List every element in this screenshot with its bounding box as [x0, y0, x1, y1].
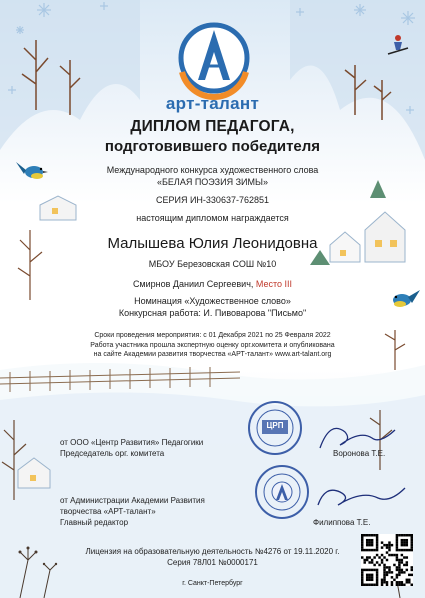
- qr-module: [371, 544, 373, 546]
- qr-module: [396, 541, 398, 543]
- qr-module: [398, 534, 400, 536]
- qr-module: [408, 534, 410, 536]
- qr-module: [366, 579, 368, 581]
- school-name: МБОУ Березовская СОШ №10: [148, 259, 277, 269]
- qr-module: [398, 571, 400, 573]
- qr-module: [373, 584, 375, 586]
- qr-module: [396, 539, 398, 541]
- qr-module: [411, 541, 413, 543]
- stamp-1-text: ЦРП: [266, 421, 284, 430]
- qr-module: [406, 561, 408, 563]
- qr-module: [401, 561, 403, 563]
- logo-emblem: [179, 23, 249, 97]
- qr-module: [411, 544, 413, 546]
- qr-module: [366, 534, 368, 536]
- qr-module: [401, 544, 403, 546]
- qr-module: [361, 556, 363, 558]
- sig2-role: Главный редактор: [60, 518, 129, 527]
- qr-module: [371, 579, 373, 581]
- qr-module: [403, 549, 405, 551]
- qr-module: [373, 569, 375, 571]
- qr-module: [361, 549, 363, 551]
- qr-module: [391, 571, 393, 573]
- qr-module: [376, 574, 378, 576]
- qr-module: [363, 559, 365, 561]
- qr-module: [371, 549, 373, 551]
- diploma-subtitle: подготовившего победителя: [104, 138, 321, 155]
- qr-module: [388, 546, 390, 548]
- qr-module: [383, 569, 385, 571]
- qr-module: [376, 536, 378, 538]
- qr-module: [371, 539, 373, 541]
- qr-module: [371, 584, 373, 586]
- awarded-text: настоящим дипломом награждается: [136, 213, 289, 223]
- qr-module: [363, 549, 365, 551]
- qr-module: [361, 539, 363, 541]
- qr-module: [401, 571, 403, 573]
- logo-brand-text: арт-талант: [165, 94, 260, 113]
- qr-module: [391, 554, 393, 556]
- qr-module: [401, 541, 403, 543]
- qr-module: [406, 534, 408, 536]
- qr-module: [398, 564, 400, 566]
- qr-module: [371, 574, 373, 576]
- recipient-name: Малышева Юлия Леонидовна: [107, 235, 318, 252]
- qr-module: [381, 579, 383, 581]
- qr-module: [406, 569, 408, 571]
- qr-module: [371, 569, 373, 571]
- qr-module: [376, 571, 378, 573]
- qr-module: [393, 564, 395, 566]
- qr-module: [398, 561, 400, 563]
- qr-module: [406, 564, 408, 566]
- qr-module: [403, 539, 405, 541]
- qr-module: [368, 549, 370, 551]
- qr-module: [388, 544, 390, 546]
- qr-module: [401, 554, 403, 556]
- qr-module: [361, 584, 363, 586]
- qr-module: [383, 564, 385, 566]
- qr-module: [376, 541, 378, 543]
- qr-module: [411, 536, 413, 538]
- qr-module: [383, 576, 385, 578]
- qr-module: [396, 584, 398, 586]
- qr-module: [376, 581, 378, 583]
- review-line-1: Работа участника прошла экспертную оценку орг.комитета и опубликована: [90, 342, 335, 349]
- qr-module: [398, 549, 400, 551]
- qr-module: [366, 574, 368, 576]
- qr-module: [406, 556, 408, 558]
- qr-code-graphic: [361, 534, 413, 586]
- qr-module: [401, 549, 403, 551]
- qr-module: [368, 569, 370, 571]
- sig2-org-2: творчества «АРТ-талант»: [60, 507, 156, 516]
- qr-module: [361, 579, 363, 581]
- qr-module: [371, 561, 373, 563]
- qr-module: [361, 571, 363, 573]
- qr-module: [396, 536, 398, 538]
- qr-module: [403, 541, 405, 543]
- qr-module: [361, 541, 363, 543]
- qr-module: [391, 544, 393, 546]
- qr-module: [378, 556, 380, 558]
- qr-module: [368, 584, 370, 586]
- qr-module: [388, 549, 390, 551]
- qr-module: [398, 581, 400, 583]
- qr-module: [396, 574, 398, 576]
- qr-module: [361, 574, 363, 576]
- qr-module: [371, 534, 373, 536]
- qr-module: [386, 559, 388, 561]
- qr-module: [363, 569, 365, 571]
- qr-module: [368, 561, 370, 563]
- qr-module: [376, 576, 378, 578]
- qr-module: [398, 569, 400, 571]
- qr-module: [376, 569, 378, 571]
- qr-module: [361, 534, 363, 536]
- qr-module: [378, 564, 380, 566]
- qr-module: [391, 581, 393, 583]
- qr-module: [371, 559, 373, 561]
- qr-module: [403, 544, 405, 546]
- qr-module: [406, 579, 408, 581]
- qr-module: [411, 584, 413, 586]
- nomination: Номинация «Художественное слово»: [134, 296, 291, 306]
- city: г. Санкт-Петербург: [182, 580, 243, 587]
- qr-module: [396, 581, 398, 583]
- qr-module: [386, 581, 388, 583]
- qr-module: [406, 581, 408, 583]
- qr-module: [396, 569, 398, 571]
- qr-module: [383, 566, 385, 568]
- contest-line-1: Международного конкурса художественного слова: [106, 165, 319, 175]
- qr-module: [376, 561, 378, 563]
- qr-module: [408, 579, 410, 581]
- qr-module: [376, 584, 378, 586]
- qr-module: [368, 576, 370, 578]
- qr-module: [366, 556, 368, 558]
- qr-module: [383, 571, 385, 573]
- qr-module: [361, 544, 363, 546]
- qr-module: [371, 576, 373, 578]
- qr-module: [411, 546, 413, 548]
- qr-module: [383, 581, 385, 583]
- qr-module: [363, 584, 365, 586]
- qr-module: [398, 566, 400, 568]
- license-line-2: Серия 78Л01 №0000171: [167, 558, 258, 567]
- qr-module: [396, 566, 398, 568]
- qr-module: [363, 534, 365, 536]
- qr-module: [388, 554, 390, 556]
- qr-module: [381, 581, 383, 583]
- qr-module: [386, 551, 388, 553]
- student-line: [0, 279, 425, 289]
- qr-module: [366, 584, 368, 586]
- qr-module: [361, 536, 363, 538]
- qr-module: [393, 554, 395, 556]
- qr-module: [386, 574, 388, 576]
- qr-module: [388, 566, 390, 568]
- qr-module: [376, 534, 378, 536]
- qr-module: [386, 546, 388, 548]
- qr-module: [376, 549, 378, 551]
- qr-module: [411, 549, 413, 551]
- qr-module: [368, 556, 370, 558]
- qr-module: [396, 556, 398, 558]
- qr-module: [376, 544, 378, 546]
- qr-module: [411, 574, 413, 576]
- qr-module: [408, 549, 410, 551]
- qr-module: [361, 546, 363, 548]
- series-number: СЕРИЯ ИН-330637-762851: [155, 195, 269, 205]
- qr-module: [368, 534, 370, 536]
- qr-module: [401, 569, 403, 571]
- qr-module: [366, 569, 368, 571]
- qr-module: [411, 534, 413, 536]
- qr-module: [393, 579, 395, 581]
- qr-module: [406, 541, 408, 543]
- qr-module: [388, 571, 390, 573]
- sig2-org: от Администрации Академии Развития: [60, 496, 205, 505]
- qr-module: [383, 574, 385, 576]
- qr-module: [361, 569, 363, 571]
- qr-module: [383, 556, 385, 558]
- qr-module: [403, 571, 405, 573]
- qr-module: [381, 541, 383, 543]
- qr-module: [376, 546, 378, 548]
- qr-module: [403, 556, 405, 558]
- qr-module: [383, 579, 385, 581]
- qr-module: [366, 544, 368, 546]
- qr-module: [366, 549, 368, 551]
- qr-module: [403, 534, 405, 536]
- qr-module: [401, 581, 403, 583]
- qr-module: [368, 541, 370, 543]
- sig1-role: Председатель орг. комитета: [60, 449, 165, 458]
- qr-module: [368, 579, 370, 581]
- qr-module: [363, 561, 365, 563]
- qr-module: [386, 544, 388, 546]
- qr-module: [373, 534, 375, 536]
- qr-module: [368, 544, 370, 546]
- qr-module: [396, 546, 398, 548]
- stamp-art-talant: [256, 466, 308, 518]
- event-dates: Сроки проведения мероприятия: с 01 Декабря 2021 по 25 Февраля 2022: [94, 332, 331, 339]
- qr-module: [406, 539, 408, 541]
- qr-module: [411, 539, 413, 541]
- qr-module: [366, 576, 368, 578]
- qr-module: [386, 571, 388, 573]
- qr-module: [381, 546, 383, 548]
- qr-module: [381, 584, 383, 586]
- qr-module: [391, 584, 393, 586]
- qr-module: [388, 569, 390, 571]
- qr-module: [371, 541, 373, 543]
- qr-module: [401, 559, 403, 561]
- qr-module: [388, 541, 390, 543]
- qr-module: [361, 576, 363, 578]
- diploma-title: ДИПЛОМ ПЕДАГОГА,: [130, 118, 295, 135]
- qr-module: [373, 556, 375, 558]
- qr-module: [368, 539, 370, 541]
- license-line-1: Лицензия на образовательную деятельность №4276 от 19.11.2020 г.: [85, 547, 340, 556]
- qr-module: [381, 561, 383, 563]
- contest-line-2: «БЕЛАЯ ПОЭЗИЯ ЗИМЫ»: [157, 177, 268, 187]
- qr-module: [366, 539, 368, 541]
- qr-module: [373, 549, 375, 551]
- qr-module: [411, 566, 413, 568]
- qr-module: [376, 554, 378, 556]
- qr-module: [401, 584, 403, 586]
- qr-module: [386, 584, 388, 586]
- review-line-2: на сайте Академии развития творчества «АРТ-талант» www.art-talant.org: [93, 351, 332, 358]
- sig1-name: Воронова Т.Е.: [333, 449, 386, 458]
- qr-module: [368, 574, 370, 576]
- student-name: Смирнов Даниил Сергеевич,: [132, 279, 254, 289]
- competition-work: Конкурсная работа: И. Пивоварова "Письмо": [118, 308, 307, 318]
- qr-module: [396, 549, 398, 551]
- qr-module: [411, 569, 413, 571]
- qr-module: [386, 566, 388, 568]
- qr-module: [396, 576, 398, 578]
- qr-module: [406, 549, 408, 551]
- qr-module: [373, 564, 375, 566]
- qr-module: [391, 576, 393, 578]
- qr-module: [408, 574, 410, 576]
- qr-module: [408, 581, 410, 583]
- qr-module: [381, 554, 383, 556]
- qr-module: [376, 579, 378, 581]
- qr-module: [403, 584, 405, 586]
- qr-module: [396, 559, 398, 561]
- sig2-name: Филиппова Т.Е.: [313, 518, 371, 527]
- qr-module: [366, 559, 368, 561]
- qr-module: [406, 544, 408, 546]
- qr-module: [401, 539, 403, 541]
- qr-module: [396, 534, 398, 536]
- qr-module: [398, 574, 400, 576]
- qr-module: [396, 554, 398, 556]
- place-label: Место III: [255, 279, 293, 289]
- qr-module: [366, 541, 368, 543]
- qr-module: [398, 584, 400, 586]
- qr-module: [361, 581, 363, 583]
- qr-module: [403, 564, 405, 566]
- qr-module: [376, 539, 378, 541]
- qr-module: [381, 559, 383, 561]
- sig1-org: от ООО «Центр Развития» Педагогики: [60, 438, 204, 447]
- qr-module: [396, 544, 398, 546]
- qr-module: [398, 559, 400, 561]
- qr-module: [383, 544, 385, 546]
- qr-code: [361, 534, 413, 586]
- qr-module: [401, 534, 403, 536]
